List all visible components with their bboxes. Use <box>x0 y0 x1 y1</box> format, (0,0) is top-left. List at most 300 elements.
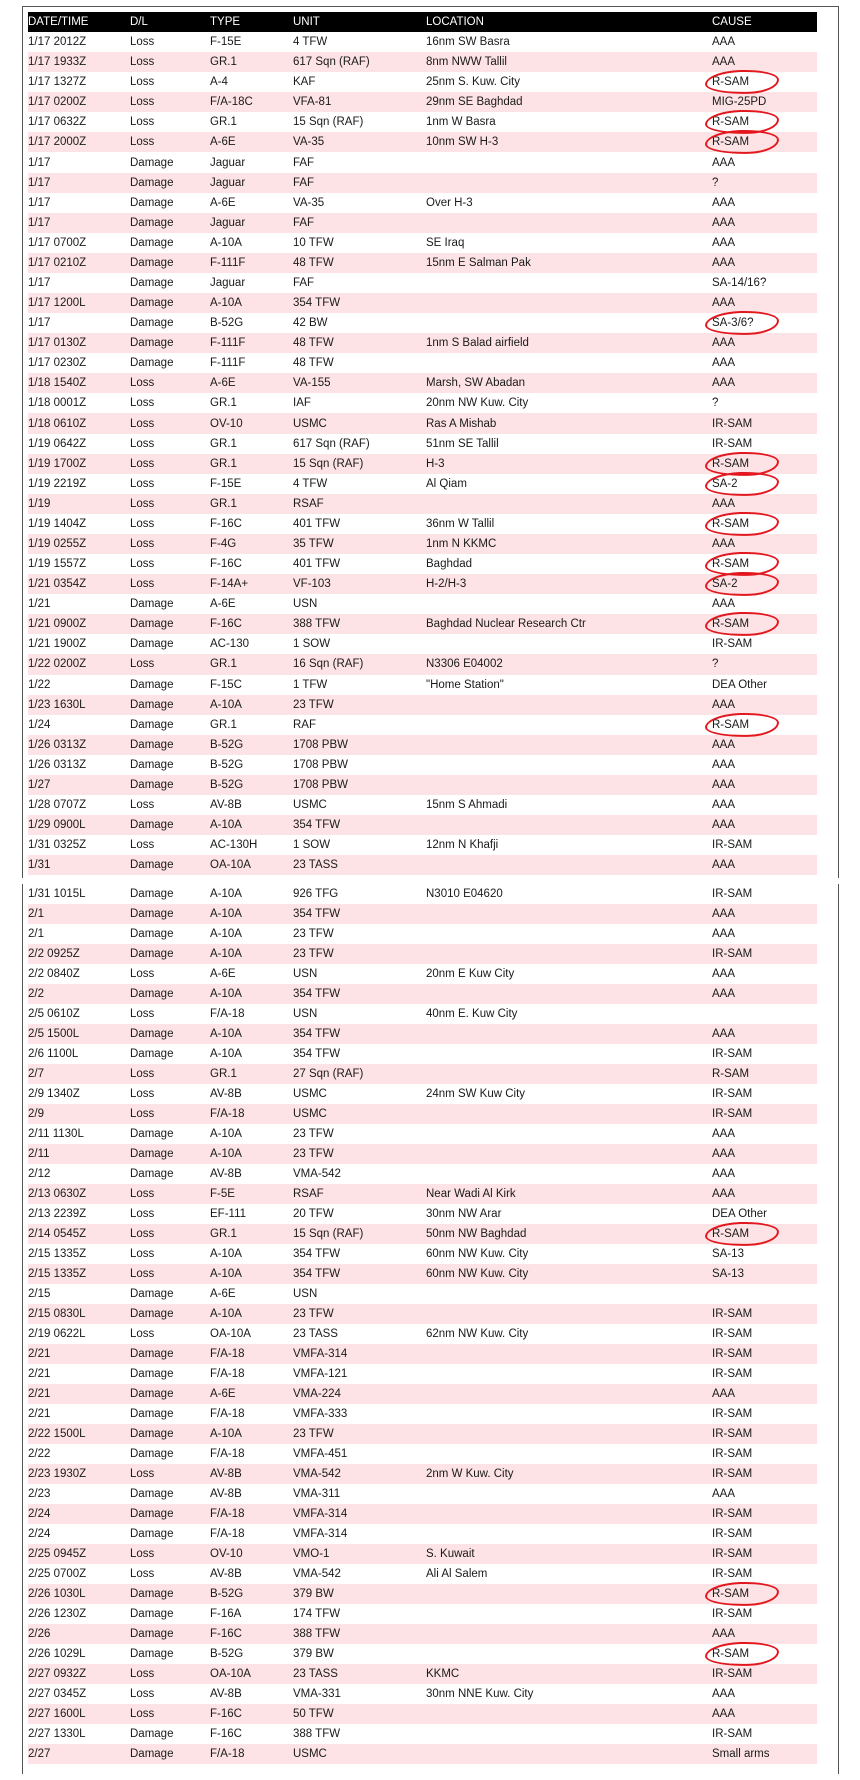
cell-dl: Damage <box>130 1048 174 1060</box>
cell-cause: AAA <box>712 698 736 711</box>
cell-dl: Loss <box>130 1568 155 1580</box>
cell-unit: 15 Sqn (RAF) <box>293 1228 364 1240</box>
cell-dl: Damage <box>130 1028 174 1040</box>
cell-dl: Loss <box>130 1188 155 1200</box>
cell-location: 1nm W Basra <box>426 116 496 129</box>
cell-type: OV-10 <box>210 1548 243 1560</box>
cell-datetime: 1/18 0610Z <box>28 417 87 430</box>
cell-dl: Loss <box>130 537 155 550</box>
cell-unit: 4 TFW <box>293 36 328 49</box>
cell-datetime: 2/11 <box>28 1148 50 1160</box>
table-row <box>28 1684 817 1704</box>
cell-datetime: 1/17 <box>28 156 51 169</box>
cell-cause: IR-SAM <box>712 948 753 960</box>
cell-type: A-10A <box>210 297 242 310</box>
cell-unit: VMFA-314 <box>293 1528 348 1540</box>
cell-unit: RAF <box>293 718 316 731</box>
cell-cause: IR-SAM <box>712 839 753 852</box>
cell-dl: Damage <box>130 1348 174 1360</box>
cell-dl: Damage <box>130 1728 174 1740</box>
cell-datetime: 2/23 1930Z <box>28 1468 87 1480</box>
cell-type: B-52G <box>210 317 244 330</box>
cell-cause-circled: R-SAM <box>712 558 817 570</box>
cell-unit: VMFA-314 <box>293 1348 348 1360</box>
table-row <box>28 984 817 1004</box>
cell-dl: Loss <box>130 1468 155 1480</box>
table-row <box>28 1404 817 1424</box>
cell-datetime: 1/19 <box>28 497 51 510</box>
cell-dl: Loss <box>130 658 155 671</box>
table-row <box>28 52 817 72</box>
cell-location: N3306 E04002 <box>426 658 503 671</box>
cell-cause: IR-SAM <box>712 437 753 450</box>
cell-unit: USN <box>293 1008 318 1020</box>
cell-location: 62nm NW Kuw. City <box>426 1328 529 1340</box>
cell-cause: AAA <box>712 1688 736 1700</box>
cell-cause-circled: R-SAM <box>712 719 817 731</box>
cell-unit: 50 TFW <box>293 1708 334 1720</box>
cell-type: EF-111 <box>210 1208 247 1220</box>
cell-unit: VMFA-314 <box>293 1508 348 1520</box>
cell-unit: 23 TASS <box>293 1328 338 1340</box>
cell-dl: Damage <box>130 1488 174 1500</box>
cell-cause: AAA <box>712 537 736 550</box>
cell-datetime: 2/5 0610Z <box>28 1008 80 1020</box>
cell-cause: AAA <box>712 1188 736 1200</box>
cell-unit: VMO-1 <box>293 1548 330 1560</box>
table-body <box>28 32 817 875</box>
cell-datetime: 2/14 0545Z <box>28 1228 87 1240</box>
cell-dl: Damage <box>130 948 174 960</box>
table-row <box>28 735 817 755</box>
cell-unit: USN <box>293 598 318 611</box>
cell-datetime: 1/17 2012Z <box>28 36 87 49</box>
cell-location: 51nm SE Tallil <box>426 437 499 450</box>
cell-type: A-6E <box>210 1288 236 1300</box>
cell-unit: 1708 PBW <box>293 758 348 771</box>
cell-datetime: 1/17 0632Z <box>28 116 87 129</box>
cell-datetime: 1/27 <box>28 778 51 791</box>
cell-datetime: 1/17 <box>28 317 51 330</box>
table-row <box>28 253 817 273</box>
table-row <box>28 514 817 534</box>
table-row <box>28 1384 817 1404</box>
cell-datetime: 2/2 0925Z <box>28 948 80 960</box>
cell-unit: USMC <box>293 799 327 811</box>
cell-type: F/A-18 <box>210 1108 245 1120</box>
table-body <box>28 884 817 1764</box>
table-row <box>28 1364 817 1384</box>
cell-cause: SA-13 <box>712 1248 744 1260</box>
cell-unit: USN <box>293 968 318 980</box>
table-row <box>28 904 817 924</box>
cell-unit: 379 BW <box>293 1648 334 1660</box>
cell-type: F-15E <box>210 36 242 49</box>
cell-location: N3010 E04620 <box>426 888 503 900</box>
table-row <box>28 1644 817 1664</box>
cell-unit: VA-35 <box>293 196 325 209</box>
cell-location: 15nm E Salman Pak <box>426 256 531 269</box>
cell-unit: 48 TFW <box>293 256 334 269</box>
cell-dl: Loss <box>130 1708 155 1720</box>
table-row <box>28 193 817 213</box>
table-row <box>28 1124 817 1144</box>
cell-cause: AAA <box>712 56 736 69</box>
cell-dl: Damage <box>130 698 174 711</box>
cell-datetime: 2/27 1330L <box>28 1728 86 1740</box>
cell-cause: R-SAM <box>712 1068 750 1080</box>
cell-datetime: 2/13 0630Z <box>28 1188 87 1200</box>
cell-type: F-111F <box>210 357 246 370</box>
cell-type: F-15C <box>210 678 242 691</box>
cell-datetime: 1/17 1200L <box>28 297 86 310</box>
cell-cause: IR-SAM <box>712 1408 753 1420</box>
cell-datetime: 1/17 <box>28 176 51 189</box>
table-row <box>28 1664 817 1684</box>
cell-type: GR.1 <box>210 658 237 671</box>
cell-type: F-5E <box>210 1188 235 1200</box>
table-row <box>28 1084 817 1104</box>
cell-dl: Damage <box>130 1308 174 1320</box>
cell-cause: AAA <box>712 738 736 751</box>
cell-type: A-10A <box>210 1308 242 1320</box>
cell-dl: Damage <box>130 1648 174 1660</box>
cell-dl: Loss <box>130 1208 155 1220</box>
cell-type: A-10A <box>210 1048 242 1060</box>
cell-dl: Loss <box>130 76 155 89</box>
cell-location: 20nm E Kuw City <box>426 968 515 980</box>
cell-type: A-10A <box>210 1428 242 1440</box>
cell-unit: 23 TASS <box>293 1668 338 1680</box>
cell-unit: RSAF <box>293 1188 324 1200</box>
cell-location: 60nm NW Kuw. City <box>426 1268 529 1280</box>
table-row <box>28 1484 817 1504</box>
cell-unit: VMFA-451 <box>293 1448 348 1460</box>
cell-cause: AAA <box>712 36 736 49</box>
cell-datetime: 2/21 <box>28 1368 51 1380</box>
cell-cause: AAA <box>712 377 736 390</box>
cell-unit: 388 TFW <box>293 1728 341 1740</box>
cell-dl: Damage <box>130 859 174 872</box>
cell-unit: 16 Sqn (RAF) <box>293 658 364 671</box>
cell-datetime: 1/17 <box>28 216 51 229</box>
cell-unit: 174 TFW <box>293 1608 341 1620</box>
cell-datetime: 2/24 <box>28 1528 51 1540</box>
cell-dl: Damage <box>130 598 174 611</box>
cell-type: F/A-18 <box>210 1368 245 1380</box>
cell-datetime: 1/21 0900Z <box>28 618 87 631</box>
cell-type: GR.1 <box>210 497 237 510</box>
table-row <box>28 594 817 614</box>
table-row <box>28 1204 817 1224</box>
cell-unit: 617 Sqn (RAF) <box>293 56 370 69</box>
cell-unit: 4 TFW <box>293 477 328 490</box>
cell-dl: Damage <box>130 678 174 691</box>
cell-datetime: 1/26 0313Z <box>28 738 87 751</box>
cell-datetime: 2/1 <box>28 908 44 920</box>
cell-type: OA-10A <box>210 1668 251 1680</box>
cell-type: A-10A <box>210 1248 242 1260</box>
cell-datetime: 1/17 <box>28 276 51 289</box>
cell-type: F-111F <box>210 337 246 350</box>
cell-cause: AAA <box>712 859 736 872</box>
cell-unit: 354 TFW <box>293 908 341 920</box>
cell-dl: Damage <box>130 819 174 832</box>
cell-dl: Damage <box>130 337 174 350</box>
cell-dl: Damage <box>130 1428 174 1440</box>
cell-type: AC-130H <box>210 839 258 852</box>
cell-cause: IR-SAM <box>712 1528 753 1540</box>
cell-unit: 354 TFW <box>293 819 341 832</box>
cell-cause: AAA <box>712 778 736 791</box>
table-row <box>28 715 817 735</box>
cell-cause: IR-SAM <box>712 888 753 900</box>
cell-datetime: 2/22 1500L <box>28 1428 86 1440</box>
table-row <box>28 634 817 654</box>
cell-unit: 1 SOW <box>293 638 331 651</box>
table-row <box>28 92 817 112</box>
cell-datetime: 2/21 <box>28 1408 51 1420</box>
cell-dl: Damage <box>130 1128 174 1140</box>
cell-type: F-16C <box>210 618 242 631</box>
cell-dl: Damage <box>130 297 174 310</box>
cell-dl: Loss <box>130 437 155 450</box>
cell-cause: AAA <box>712 1708 736 1720</box>
cell-type: Jaguar <box>210 176 246 189</box>
cell-unit: USMC <box>293 417 327 430</box>
cell-unit: VMA-542 <box>293 1468 341 1480</box>
cell-unit: 23 TFW <box>293 948 334 960</box>
cell-unit: 48 TFW <box>293 357 334 370</box>
cell-location: 60nm NW Kuw. City <box>426 1248 529 1260</box>
cell-cause: IR-SAM <box>712 1608 753 1620</box>
table-row <box>28 775 817 795</box>
cell-type: A-10A <box>210 1148 242 1160</box>
cell-dl: Damage <box>130 1608 174 1620</box>
loss-damage-table-2 <box>28 884 817 1764</box>
cell-unit: 1 SOW <box>293 839 331 852</box>
cell-type: AV-8B <box>210 799 242 811</box>
cell-dl: Loss <box>130 1688 155 1700</box>
cell-dl: Damage <box>130 1628 174 1640</box>
cell-unit: 354 TFW <box>293 1248 341 1260</box>
cell-type: A-10A <box>210 1028 242 1040</box>
cell-datetime: 2/13 2239Z <box>28 1208 87 1220</box>
cell-unit: VMA-331 <box>293 1688 341 1700</box>
cell-dl: Damage <box>130 276 174 289</box>
cell-type: A-4 <box>210 76 228 89</box>
cell-datetime: 1/22 <box>28 678 51 691</box>
cell-cause: AAA <box>712 337 736 350</box>
cell-datetime: 2/25 0945Z <box>28 1548 87 1560</box>
table-row <box>28 494 817 514</box>
cell-dl: Loss <box>130 36 155 49</box>
cell-datetime: 1/19 0255Z <box>28 537 87 550</box>
cell-location: 40nm E. Kuw City <box>426 1008 518 1020</box>
cell-datetime: 1/19 1404Z <box>28 517 87 530</box>
cell-type: A-10A <box>210 698 242 711</box>
table-row <box>28 233 817 253</box>
cell-dl: Damage <box>130 196 174 209</box>
cell-location: Baghdad <box>426 558 473 571</box>
cell-location: 30nm NNE Kuw. City <box>426 1688 534 1700</box>
table-row <box>28 132 817 152</box>
cell-dl: Damage <box>130 1528 174 1540</box>
cell-unit: KAF <box>293 76 316 89</box>
cell-type: AC-130 <box>210 638 249 651</box>
cell-cause: DEA Other <box>712 1208 767 1220</box>
cell-type: GR.1 <box>210 1068 237 1080</box>
cell-location: H-3 <box>426 457 445 470</box>
cell-unit: 926 TFG <box>293 888 339 900</box>
cell-unit: USN <box>293 1288 318 1300</box>
table-row <box>28 373 817 393</box>
cell-unit: 27 Sqn (RAF) <box>293 1068 364 1080</box>
cell-location: 16nm SW Basra <box>426 36 510 49</box>
cell-cause-circled: R-SAM <box>712 1588 817 1600</box>
cell-dl: Loss <box>130 799 155 811</box>
cell-location: Baghdad Nuclear Research Ctr <box>426 618 586 631</box>
cell-dl: Loss <box>130 457 155 470</box>
cell-cause-circled: R-SAM <box>712 76 817 88</box>
cell-dl: Loss <box>130 96 155 109</box>
table-row <box>28 924 817 944</box>
cell-datetime: 1/19 0642Z <box>28 437 87 450</box>
cell-cause: DEA Other <box>712 678 767 691</box>
cell-cause-circled: R-SAM <box>712 116 817 128</box>
cell-dl: Damage <box>130 216 174 229</box>
cell-type: AV-8B <box>210 1568 242 1580</box>
cell-cause: AAA <box>712 156 736 169</box>
cell-unit: VMA-542 <box>293 1568 341 1580</box>
cell-type: Jaguar <box>210 156 246 169</box>
cell-datetime: 1/17 0210Z <box>28 256 87 269</box>
cell-datetime: 1/26 0313Z <box>28 758 87 771</box>
cell-cause: MIG-25PD <box>712 96 767 109</box>
cell-location: 1nm N KKMC <box>426 537 497 550</box>
table-row <box>28 474 817 494</box>
cell-datetime: 2/23 <box>28 1488 51 1500</box>
cell-location: 1nm S Balad airfield <box>426 337 529 350</box>
cell-type: F/A-18 <box>210 1528 245 1540</box>
cell-datetime: 2/2 0840Z <box>28 968 80 980</box>
cell-dl: Loss <box>130 558 155 571</box>
cell-location: H-2/H-3 <box>426 578 467 591</box>
cell-type: OA-10A <box>210 859 251 872</box>
cell-cause-circled: R-SAM <box>712 518 817 530</box>
cell-dl: Loss <box>130 56 155 69</box>
table-row <box>28 554 817 574</box>
cell-cause-circled: SA-2 <box>712 578 817 590</box>
cell-type: B-52G <box>210 778 244 791</box>
cell-type: GR.1 <box>210 1228 237 1240</box>
cell-dl: Loss <box>130 116 155 129</box>
cell-cause: AAA <box>712 988 736 1000</box>
cell-unit: 23 TFW <box>293 1128 334 1140</box>
table-row <box>28 835 817 855</box>
cell-location: Near Wadi Al Kirk <box>426 1188 516 1200</box>
cell-dl: Damage <box>130 778 174 791</box>
cell-cause: IR-SAM <box>712 1088 753 1100</box>
cell-cause: IR-SAM <box>712 1448 753 1460</box>
cell-cause: AAA <box>712 1388 736 1400</box>
cell-unit: 15 Sqn (RAF) <box>293 116 364 129</box>
table-row <box>28 1304 817 1324</box>
cell-unit: USMC <box>293 1748 327 1760</box>
cell-unit: VA-35 <box>293 136 325 149</box>
cell-dl: Damage <box>130 618 174 631</box>
cell-cause-circled: R-SAM <box>712 1228 817 1240</box>
cell-dl: Loss <box>130 578 155 591</box>
cell-unit: FAF <box>293 176 315 189</box>
cell-datetime: 1/21 <box>28 598 51 611</box>
cell-unit: 354 TFW <box>293 297 341 310</box>
cell-type: F/A-18 <box>210 1448 245 1460</box>
cell-dl: Damage <box>130 758 174 771</box>
table-row <box>28 695 817 715</box>
cell-type: F-111F <box>210 256 246 269</box>
cell-location: 25nm S. Kuw. City <box>426 76 520 89</box>
cell-datetime: 2/21 <box>28 1348 51 1360</box>
cell-cause: IR-SAM <box>712 1328 753 1340</box>
cell-unit: FAF <box>293 156 315 169</box>
cell-type: B-52G <box>210 758 244 771</box>
cell-type: A-10A <box>210 988 242 1000</box>
cell-location: Marsh, SW Abadan <box>426 377 526 390</box>
cell-dl: Damage <box>130 988 174 1000</box>
cell-cause: AAA <box>712 1628 736 1640</box>
cell-dl: Loss <box>130 497 155 510</box>
cell-location: Ali Al Salem <box>426 1568 488 1580</box>
table-row <box>28 1024 817 1044</box>
cell-datetime: 1/19 1700Z <box>28 457 87 470</box>
cell-dl: Loss <box>130 1328 155 1340</box>
cell-location: 24nm SW Kuw City <box>426 1088 526 1100</box>
table-row <box>28 815 817 835</box>
cell-cause: IR-SAM <box>712 1308 753 1320</box>
cell-unit: 1708 PBW <box>293 738 348 751</box>
cell-unit: 10 TFW <box>293 236 334 249</box>
table-row <box>28 1624 817 1644</box>
table-row <box>28 1324 817 1344</box>
cell-cause: IR-SAM <box>712 417 753 430</box>
cell-datetime: 2/19 0622L <box>28 1328 86 1340</box>
cell-type: A-10A <box>210 908 242 920</box>
cell-unit: VA-155 <box>293 377 331 390</box>
cell-datetime: 1/17 0700Z <box>28 236 87 249</box>
table-row <box>28 1064 817 1084</box>
table-row <box>28 1244 817 1264</box>
cell-unit: 23 TFW <box>293 1308 334 1320</box>
cell-unit: 388 TFW <box>293 618 341 631</box>
cell-type: A-10A <box>210 1128 242 1140</box>
cell-unit: 401 TFW <box>293 517 341 530</box>
cell-cause: AAA <box>712 256 736 269</box>
table-row <box>28 393 817 413</box>
cell-datetime: 2/9 <box>28 1108 44 1120</box>
cell-type: GR.1 <box>210 116 237 129</box>
cell-location: Al Qiam <box>426 477 467 490</box>
cell-type: F-16C <box>210 1708 242 1720</box>
cell-cause: ? <box>712 176 719 189</box>
table-row <box>28 1464 817 1484</box>
cell-cause: AAA <box>712 1028 736 1040</box>
cell-dl: Loss <box>130 839 155 852</box>
cell-datetime: 1/17 2000Z <box>28 136 87 149</box>
col-header-datetime: DATE/TIME <box>28 16 89 28</box>
cell-dl: Loss <box>130 1008 155 1020</box>
cell-datetime: 2/22 <box>28 1448 51 1460</box>
